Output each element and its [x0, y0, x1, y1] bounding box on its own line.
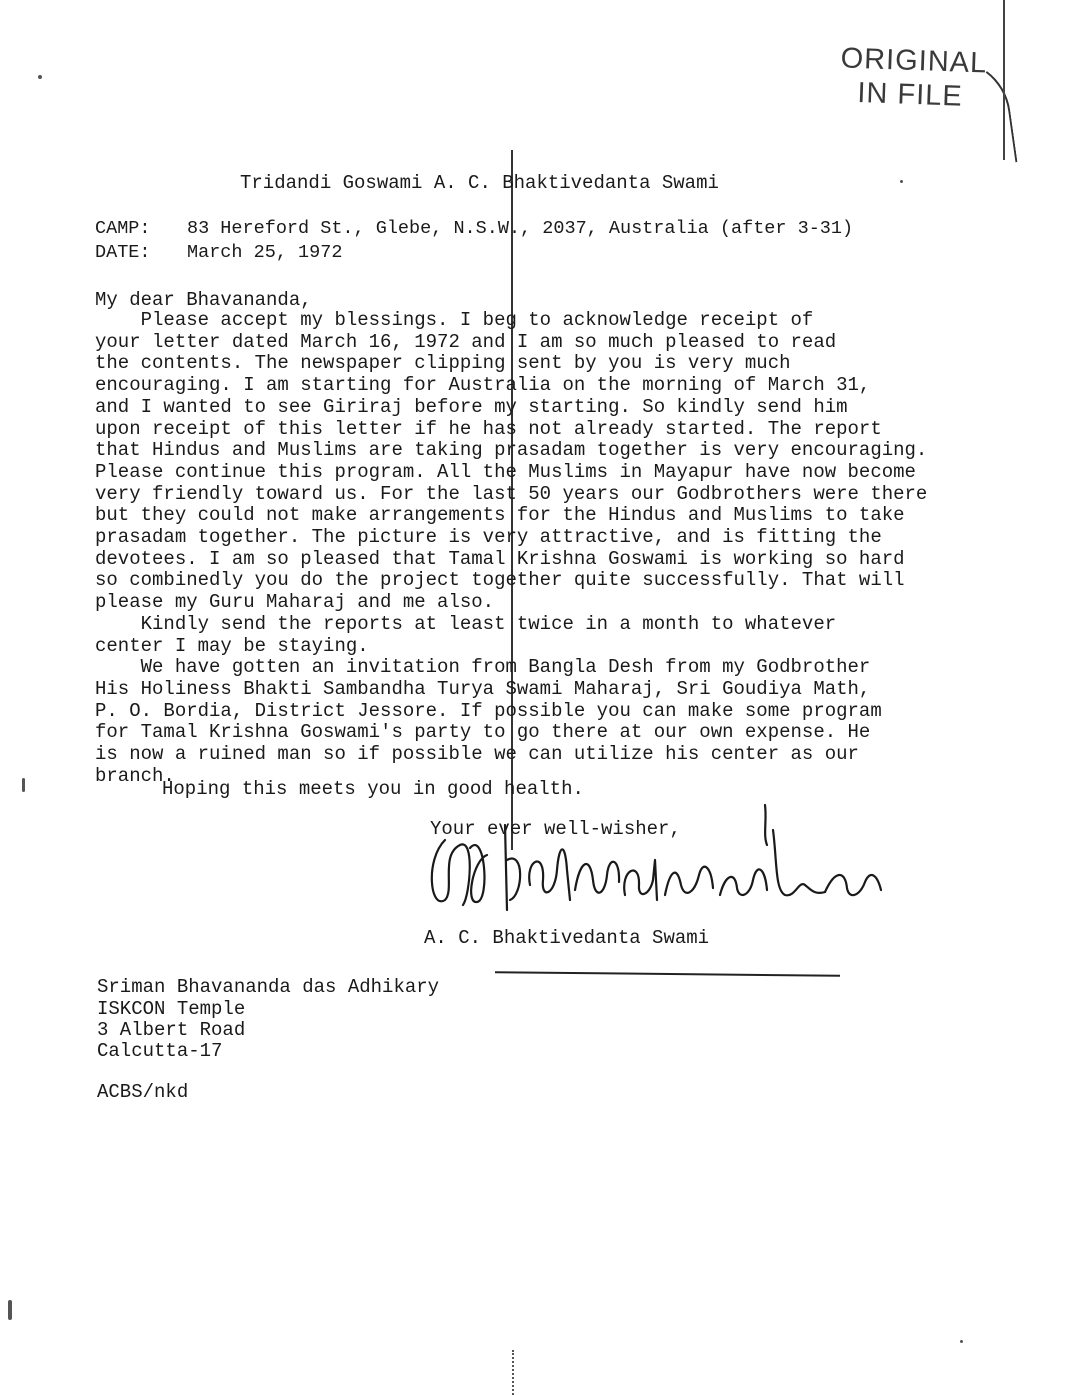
recipient-line: Calcutta-17 [97, 1040, 223, 1062]
stamp-line-2: IN FILE [856, 77, 964, 113]
body-line: the contents. The newspaper clipping sent by you is very much [95, 353, 791, 375]
body-line: devotees. I am so pleased that Tamal Krishna Goswami is working so hard [95, 548, 905, 570]
body-line: so combinedly you do the project together quite successfully. That will [95, 570, 905, 592]
scan-speck [960, 1340, 963, 1343]
recipient-line: 3 Albert Road [97, 1019, 246, 1041]
body-line: very friendly toward us. For the last 50 years our Godbrothers were there [95, 483, 928, 505]
body-line: branch. [95, 765, 175, 787]
body-line: Please accept my blessings. I beg to acknowledge receipt of [95, 310, 814, 331]
body-line: center I may be staying. [95, 635, 369, 657]
body-line: your letter dated March 16, 1972 and I am so much pleased to read [95, 331, 837, 353]
body-line: but they could not make arrangements for the Hindus and Muslims to take [95, 505, 905, 527]
date-value: March 25, 1972 [187, 242, 343, 263]
body-line: His Holiness Bhakti Sambandha Turya Swami Maharaj, Sri Goudiya Math, [95, 678, 871, 700]
valediction: Your ever well-wisher, [430, 818, 681, 840]
scan-speck [22, 778, 25, 792]
signature-name: A. C. Bhaktivedanta Swami [424, 927, 710, 949]
fold-line-lower [512, 1350, 514, 1395]
body-line: for Tamal Krishna Goswami's party to go there at our own expense. He [95, 722, 871, 744]
closing-line: Hoping this meets you in good health. [162, 778, 584, 800]
scan-speck [38, 75, 42, 79]
body-line: prasadam together. The picture is very attractive, and is fitting the [95, 527, 882, 549]
salutation: My dear Bhavananda, [95, 289, 312, 311]
body-line: P. O. Bordia, District Jessore. If possible you can make some program [95, 700, 882, 722]
handwritten-signature [415, 800, 895, 930]
reference-initials: ACBS/nkd [97, 1081, 189, 1103]
letterhead: Tridandi Goswami A. C. Bhaktivedanta Swami [240, 172, 719, 194]
scan-speck [900, 180, 903, 183]
signature-underline [495, 971, 840, 977]
date-label: DATE: [95, 242, 151, 263]
body-line: Kindly send the reports at least twice in a month to whatever [95, 613, 837, 635]
stamp-line-1: ORIGINAL [840, 42, 988, 80]
date-line [95, 242, 342, 263]
body-line: encouraging. I am starting for Australia on the morning of March 31, [95, 375, 871, 397]
body-line: please my Guru Maharaj and me also. [95, 592, 495, 614]
recipient-line: Sriman Bhavananda das Adhikary [97, 976, 440, 998]
camp-label: CAMP: [95, 218, 151, 239]
camp-line [95, 218, 853, 239]
letter-body [95, 310, 995, 787]
body-line: We have gotten an invitation from Bangla Desh from my Godbrother [95, 657, 871, 679]
body-line: upon receipt of this letter if he has not already started. The report [95, 418, 882, 440]
scan-speck [8, 1300, 12, 1320]
body-line: Please continue this program. All the Muslims in Mayapur have now become [95, 461, 916, 483]
page-edge-mark [1003, 0, 1005, 160]
recipient-line: ISKCON Temple [97, 998, 246, 1020]
body-line: is now a ruined man so if possible we can utilize his center as our [95, 744, 859, 766]
body-line: that Hindus and Muslims are taking prasadam together is very encouraging. [95, 440, 928, 462]
stamp-arc-mark [941, 51, 1018, 171]
body-line: and I wanted to see Giriraj before my starting. So kindly send him [95, 396, 848, 418]
camp-value: 83 Hereford St., Glebe, N.S.W., 2037, Australia (after 3-31) [187, 218, 854, 239]
